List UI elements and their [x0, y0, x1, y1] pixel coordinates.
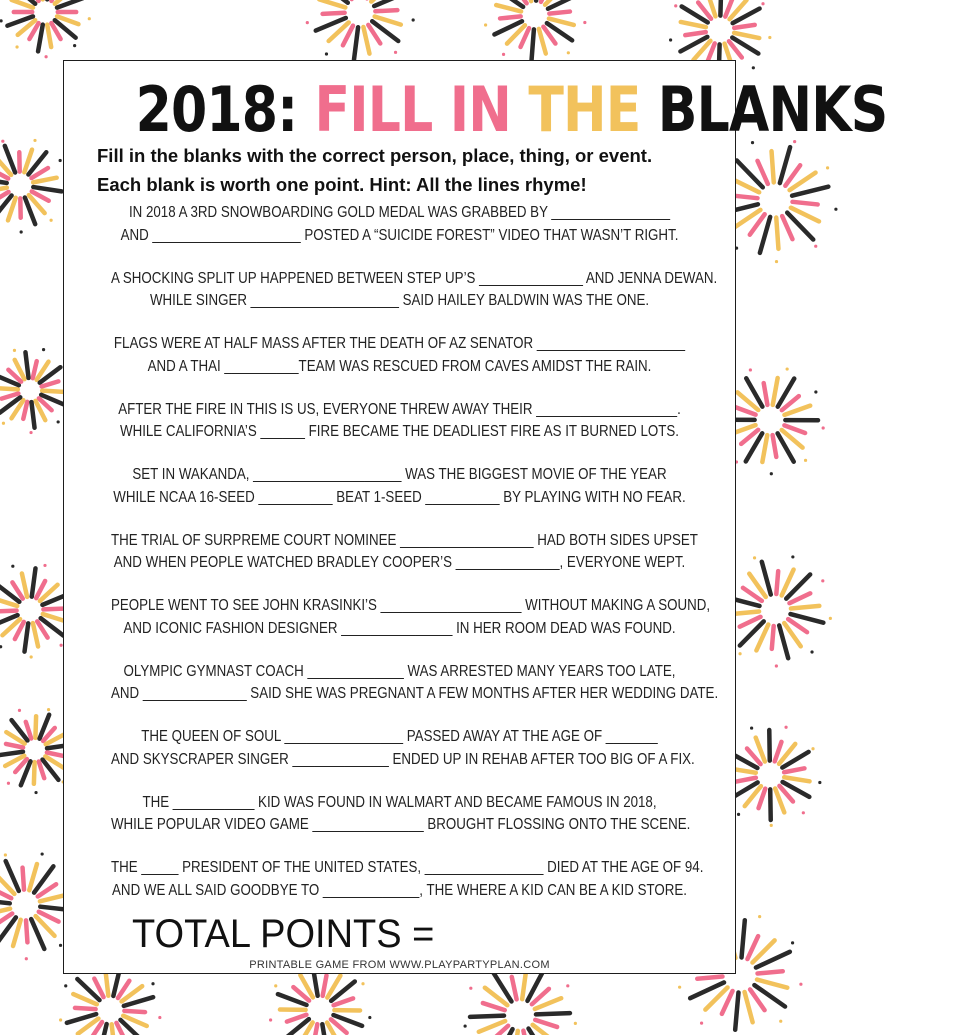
total-points-label: TOTAL POINTS = — [132, 912, 435, 956]
verse-line: AND SKYSCRAPER SINGER _____________ ENDED UP IN REHAB AFTER TOO BIG OF A FIX. — [110, 750, 695, 768]
verse-line: AND A THAI __________TEAM WAS RESCUED FROM CAVES AMIDST THE RAIN. — [147, 357, 652, 375]
footer-credit: PRINTABLE GAME FROM WWW.PLAYPARTYPLAN.COM — [249, 959, 550, 971]
verse-line: WHILE SINGER ____________________ SAID HAILEY BALDWIN WAS THE ONE. — [149, 292, 650, 309]
verse-line: AND WHEN PEOPLE WATCHED BRADLEY COOPER’S ______________, EVERYONE WEPT. — [113, 554, 686, 571]
game-sheet — [63, 60, 888, 974]
verse-line: AND WE ALL SAID GOODBYE TO _____________, THE WHERE A KID CAN BE A KID STORE. — [112, 881, 687, 899]
title-fill-in: FILL IN — [314, 73, 512, 146]
firework-burst-icon — [306, 0, 415, 67]
verse-stanza — [64, 661, 735, 727]
verse-line: AND ____________________ POSTED A “SUICIDE FOREST” VIDEO THAT WASN’T RIGHT. — [120, 226, 679, 244]
verse-stanza — [64, 726, 735, 792]
verse-line: AND ______________ SAID SHE WAS PREGNANT A FEW MONTHS AFTER HER WEDDING DATE. — [110, 685, 719, 702]
verse-line: AFTER THE FIRE IN THIS IS US, EVERYONE THREW AWAY THEIR ___________________. — [118, 400, 681, 418]
firework-burst-icon — [484, 0, 586, 67]
title-the: THE — [528, 73, 641, 146]
firework-burst-icon — [0, 0, 91, 58]
verse-line: THE TRIAL OF SURPREME COURT NOMINEE __________________ HAD BOTH SIDES UPSET — [110, 531, 698, 549]
verse-line: WHILE CALIFORNIA’S ______ FIRE BECAME THE DEADLIEST FIRE AS IT BURNED LOTS. — [119, 423, 680, 440]
verse-line: FLAGS WERE AT HALF MASS AFTER THE DEATH OF AZ SENATOR ____________________ — [113, 335, 686, 352]
verse-line: WHILE POPULAR VIDEO GAME _______________ BROUGHT FLOSSING ONTO THE SCENE. — [110, 816, 691, 833]
verse-stanza — [64, 464, 735, 530]
firework-burst-icon — [0, 139, 68, 234]
verse-line: THE ___________ KID WAS FOUND IN WALMART AND BECAME FAMOUS IN 2018, — [142, 793, 657, 811]
title-year: 2018: — [135, 73, 298, 146]
verse-line: SET IN WAKANDA, ____________________ WAS THE BIGGEST MOVIE OF THE YEAR — [132, 466, 667, 483]
verse-stanza — [64, 202, 735, 268]
page-title — [64, 73, 888, 146]
verse-stanza — [64, 399, 735, 465]
verse-list — [64, 202, 735, 923]
verse-line: AND ICONIC FASHION DESIGNER _______________ IN HER ROOM DEAD WAS FOUND. — [123, 619, 676, 637]
verse-line: A SHOCKING SPLIT UP HAPPENED BETWEEN STEP UP’S ______________ AND JENNA DEWAN. — [110, 269, 718, 287]
instructions-line-1: Fill in the blanks with the correct person, place, thing, or event. — [97, 145, 653, 166]
instructions — [97, 141, 725, 199]
title-blanks: BLANKS — [657, 73, 888, 146]
verse-stanza — [64, 595, 735, 661]
verse-stanza — [64, 333, 735, 399]
verse-stanza — [64, 530, 735, 596]
verse-line: PEOPLE WENT TO SEE JOHN KRASINKI’S ___________________ WITHOUT MAKING A SOUND, — [110, 597, 711, 614]
instructions-line-2: Each blank is worth one point. Hint: All the lines rhyme! — [97, 174, 587, 195]
verse-line: THE QUEEN OF SOUL ________________ PASSED AWAY AT THE AGE OF _______ — [141, 728, 658, 745]
verse-stanza — [64, 268, 735, 334]
verse-line: THE _____ PRESIDENT OF THE UNITED STATES, ________________ DIED AT THE AGE OF 94. — [110, 859, 704, 876]
verse-line: IN 2018 A 3RD SNOWBOARDING GOLD MEDAL WAS GRABBED BY ________________ — [128, 204, 671, 221]
verse-line: WHILE NCAA 16-SEED __________ BEAT 1-SEED __________ BY PLAYING WITH NO FEAR. — [113, 488, 686, 506]
verse-line: OLYMPIC GYMNAST COACH _____________ WAS ARRESTED MANY YEARS TOO LATE, — [123, 662, 676, 680]
verse-stanza — [64, 792, 735, 858]
